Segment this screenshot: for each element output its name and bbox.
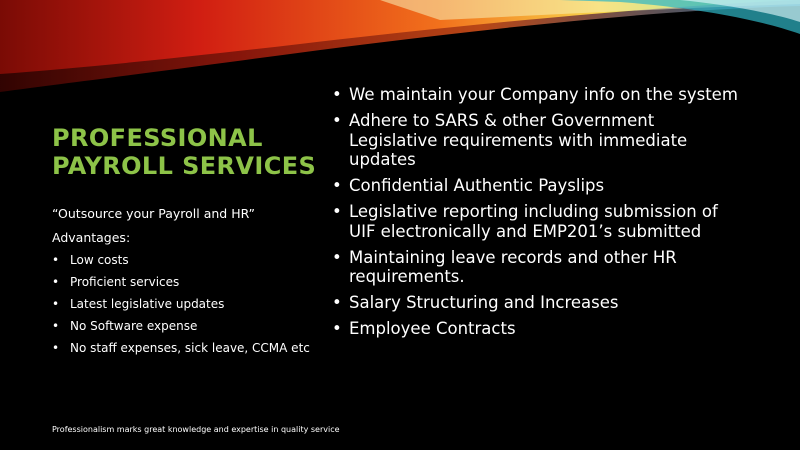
advantage-item [52, 342, 322, 355]
bullet-icon: • [332, 293, 342, 312]
advantage-text: No staff expenses, sick leave, CCMA etc [70, 341, 310, 355]
service-item [332, 293, 742, 313]
bullet-icon: • [52, 253, 60, 267]
advantage-item [52, 320, 322, 333]
bullet-icon: • [332, 176, 342, 195]
service-text: Adhere to SARS & other Government Legislative requirements with immediate updates [349, 111, 688, 169]
services-list [332, 85, 742, 345]
bullet-icon: • [52, 341, 60, 355]
bullet-icon: • [332, 85, 342, 104]
advantage-item [52, 298, 322, 311]
service-text: Confidential Authentic Payslips [349, 176, 605, 195]
advantage-text: Low costs [70, 253, 129, 267]
service-item [332, 85, 742, 105]
service-text: Legislative reporting including submission of UIF electronically and EMP201’s submitted [349, 202, 718, 241]
bullet-icon: • [52, 297, 60, 311]
bullet-icon: • [332, 202, 342, 221]
advantage-text: Proficient services [70, 275, 180, 289]
bullet-icon: • [52, 319, 60, 333]
left-column [52, 206, 322, 364]
outsource-quote: “Outsource your Payroll and HR” [52, 206, 255, 221]
bullet-icon: • [332, 247, 342, 267]
service-item [332, 248, 742, 287]
advantages-list [52, 254, 322, 355]
bullet-icon: • [332, 319, 342, 338]
advantage-text: Latest legislative updates [70, 297, 225, 311]
bullet-icon: • [332, 111, 342, 130]
bullet-icon: • [52, 275, 60, 289]
advantage-item [52, 254, 322, 267]
title-line-1: PROFESSIONAL [52, 124, 263, 152]
advantage-text: No Software expense [70, 319, 198, 333]
advantages-label: Advantages: [52, 230, 131, 245]
service-item [332, 176, 742, 196]
service-text: Employee Contracts [349, 319, 516, 338]
title-line-2: PAYROLL SERVICES [52, 152, 317, 180]
slide-title [52, 124, 322, 180]
service-text: Salary Structuring and Increases [349, 293, 619, 312]
service-item [332, 202, 742, 241]
footer-tagline: Professionalism marks great knowledge and expertise in quality service [52, 425, 340, 434]
service-text: Maintaining leave records and other HR requirements. [349, 247, 677, 286]
advantage-item [52, 276, 322, 289]
service-text: We maintain your Company info on the system [349, 85, 738, 104]
service-item [332, 319, 742, 339]
service-item [332, 111, 742, 170]
